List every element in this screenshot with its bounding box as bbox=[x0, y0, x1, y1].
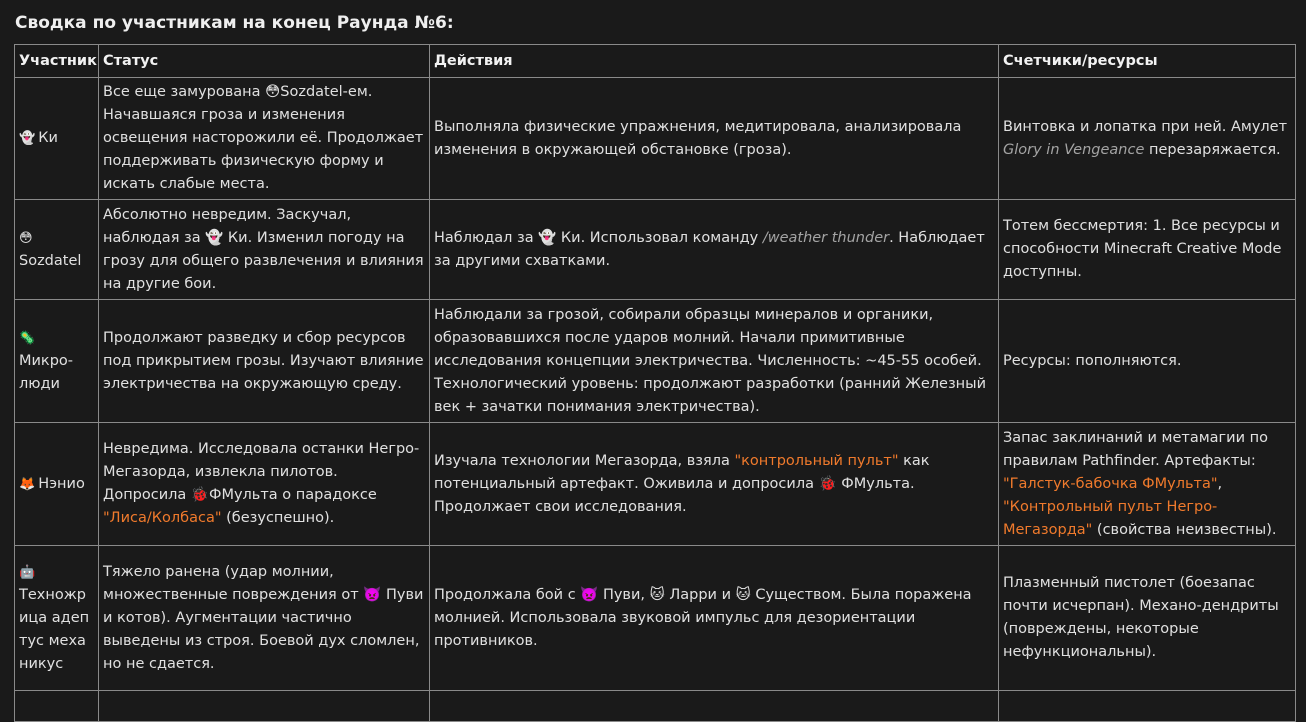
ghost-icon: 👻 bbox=[19, 131, 36, 146]
table-row bbox=[15, 78, 1296, 200]
participant-name: Нэнио bbox=[38, 475, 85, 492]
participant-cell bbox=[15, 78, 99, 200]
participant-cell bbox=[15, 691, 99, 722]
artifact-name: "контрольный пульт" bbox=[734, 452, 899, 469]
status-text: (безуспешно). bbox=[221, 510, 335, 526]
resources-cell bbox=[999, 691, 1296, 722]
status-cell bbox=[99, 691, 430, 722]
resources-cell: Плазменный пистолет (боезапас почти исчерпан). Механо-дендриты (повреждены, некоторые нефункциональны). bbox=[999, 546, 1296, 691]
command-text: /weather thunder bbox=[762, 229, 890, 246]
actions-cell: Продолжала бой с 👿 Пуви, 🐱 Ларри и 🐱 Существом. Была поражена молнией. Использовала звуковой импульс для дезориентации противников. bbox=[430, 546, 999, 691]
resources-text: (свойства неизвестны). bbox=[1092, 521, 1277, 538]
table-header-row bbox=[15, 45, 1296, 78]
resources-text: Винтовка и лопатка при ней. Амулет bbox=[1003, 118, 1288, 135]
flushed-face-icon: 😳 bbox=[19, 230, 33, 246]
actions-cell: Наблюдали за грозой, собирали образцы минералов и органики, образовавшихся после ударов молний. Начали примитивные исследования концепции электричества. Численность: ~45-55 особей. Технологический уровень: продолжают разработки (ранний Железный век + зачатки понимания электричества). bbox=[430, 300, 999, 423]
microbe-icon: 🦠 bbox=[19, 330, 36, 346]
actions-cell: Выполняла физические упражнения, медитировала, анализировала изменения в окружающей обстановке (гроза). bbox=[430, 78, 999, 200]
artifact-name: "Галстук-бабочка ФМульта" bbox=[1003, 475, 1218, 492]
resources-cell bbox=[999, 423, 1296, 546]
actions-text: как потенциальный артефакт. Оживила и допросила 🐞 ФМульта. Продолжает свои исследования. bbox=[434, 452, 930, 515]
actions-cell bbox=[430, 423, 999, 546]
resources-text: перезаряжается. bbox=[1144, 141, 1281, 158]
paradox-name: "Лиса/Колбаса" bbox=[103, 510, 222, 526]
status-cell: Все еще замурована 😳Sozdatel-ем. Начавшаяся гроза и изменения освещения насторожили её. Продолжает поддерживать физическую форму и искать слабые места. bbox=[99, 78, 430, 200]
status-text: Невредима. Исследовала останки Негро-Мегазорда, извлекла пилотов. Допросила 🐞ФМульта о парадоксе bbox=[103, 441, 420, 503]
actions-text: . Наблюдает за другими схватками. bbox=[434, 229, 985, 269]
header-resources: Счетчики/ресурсы bbox=[999, 45, 1296, 78]
participant-cell bbox=[15, 423, 99, 546]
participants-table bbox=[14, 44, 1296, 722]
status-cell: Абсолютно невредим. Заскучал, наблюдая за 👻 Ки. Изменил погоду на грозу для общего развлечения и влияния на другие бои. bbox=[99, 200, 430, 300]
resources-cell: Ресурсы: пополняются. bbox=[999, 300, 1296, 423]
status-cell: Продолжают разведку и сбор ресурсов под прикрытием грозы. Изучают влияние электричества на окружающую среду. bbox=[99, 300, 430, 423]
participant-name: Sozdatel bbox=[19, 252, 82, 269]
participant-name: Микро-люди bbox=[19, 352, 73, 392]
header-actions: Действия bbox=[430, 45, 999, 78]
table-row bbox=[15, 423, 1296, 546]
page-title: Сводка по участникам на конец Раунда №6: bbox=[15, 13, 454, 33]
resources-cell: Тотем бессмертия: 1. Все ресурсы и способности Minecraft Creative Mode доступны. bbox=[999, 200, 1296, 300]
status-cell bbox=[99, 423, 430, 546]
table-row bbox=[15, 546, 1296, 691]
header-status: Статус bbox=[99, 45, 430, 78]
header-participant: Участник bbox=[15, 45, 99, 78]
actions-text: Наблюдал за 👻 Ки. Использовал команду bbox=[434, 229, 763, 246]
resources-text: Запас заклинаний и метамагии по правилам Pathfinder. Артефакты: bbox=[1003, 429, 1268, 469]
participant-cell bbox=[15, 300, 99, 423]
participant-cell bbox=[15, 200, 99, 300]
table-row bbox=[15, 691, 1296, 722]
resources-text: , bbox=[1217, 475, 1223, 492]
participant-name: Ки bbox=[38, 130, 58, 146]
fox-icon: 🦊 bbox=[19, 476, 36, 492]
actions-cell bbox=[430, 200, 999, 300]
actions-cell bbox=[430, 691, 999, 722]
table-row bbox=[15, 300, 1296, 423]
resources-cell bbox=[999, 78, 1296, 200]
artifact-name: "Контрольный пульт Негро-Мегазорда" bbox=[1003, 498, 1218, 538]
table-row bbox=[15, 200, 1296, 300]
status-cell: Тяжело ранена (удар молнии, множественные повреждения от 👿 Пуви и котов). Аугментации частично выведены из строя. Боевой дух сломлен, но не сдается. bbox=[99, 546, 430, 691]
robot-icon: 🤖 bbox=[19, 564, 36, 580]
participant-cell bbox=[15, 546, 99, 691]
participant-name: Техножрица адептус механикус bbox=[19, 586, 90, 672]
actions-text: Изучала технологии Мегазорда, взяла bbox=[434, 452, 735, 469]
amulet-name: Glory in Vengeance bbox=[1003, 141, 1145, 158]
